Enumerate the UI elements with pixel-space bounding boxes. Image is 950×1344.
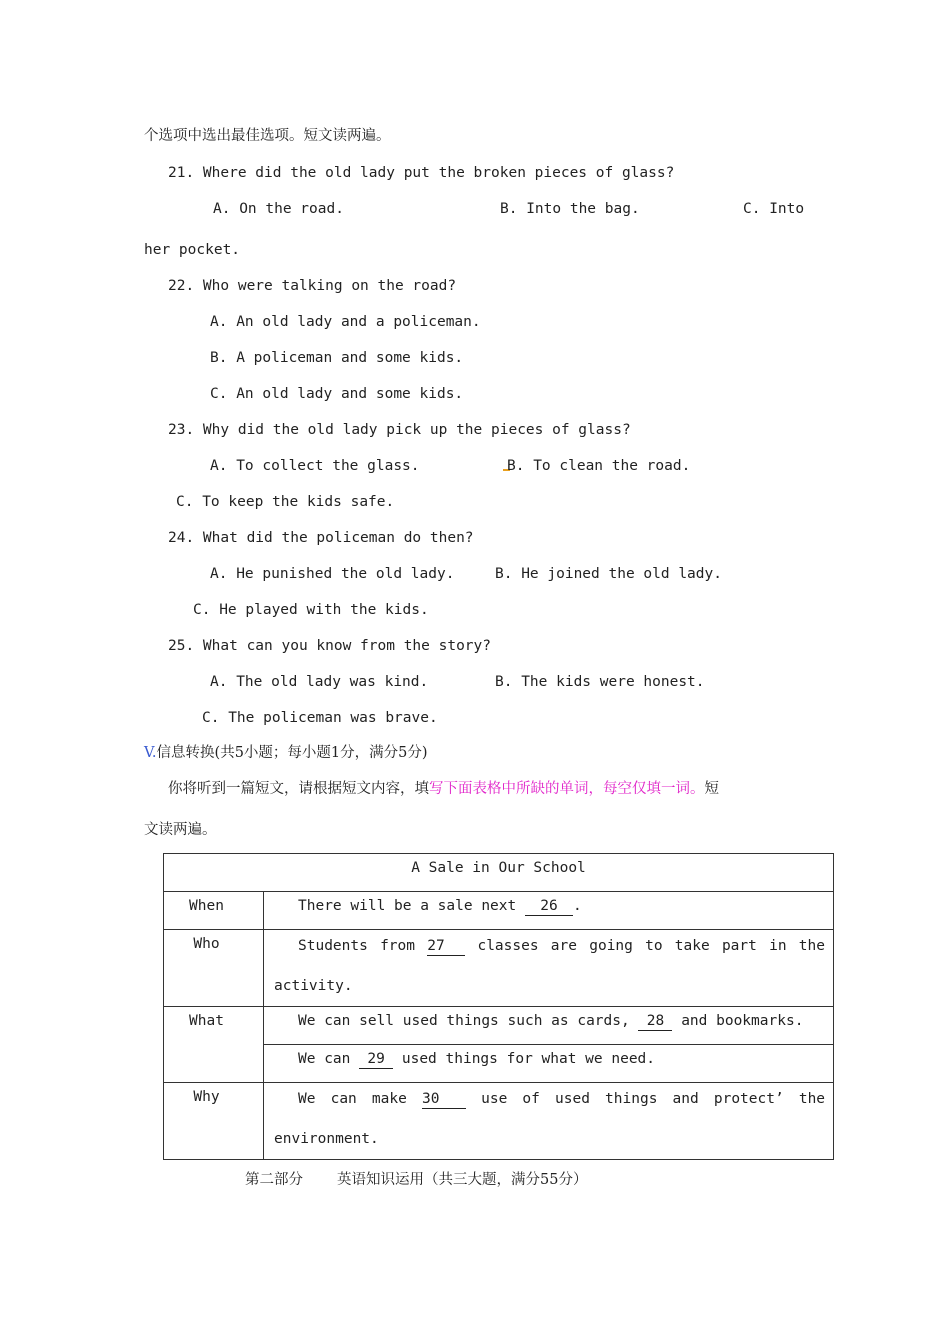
blank-29: 29 (359, 1050, 393, 1069)
section-5-numeral: V. (144, 745, 157, 761)
q25-option-a: A. The old lady was kind. (210, 674, 429, 690)
q23-option-b: B. To clean the road. (507, 458, 691, 474)
section-5-instruction (168, 779, 719, 799)
section-5-title: 信息转换(共5小题；每小题1分，满分5分) (156, 745, 428, 761)
blank-26: 26 (525, 897, 573, 916)
row-label-when: When (164, 892, 264, 930)
part-2-title: 英语知识运用（共三大题，满分55分） (337, 1172, 588, 1188)
section-5-heading (144, 743, 428, 763)
question-22: 22. Who were talking on the road? (168, 278, 457, 294)
question-24: 24. What did the policeman do then? (168, 530, 474, 546)
row-what-line2 (264, 1045, 834, 1083)
q24-option-c: C. He played with the kids. (193, 602, 429, 618)
why-line1 (274, 1083, 825, 1113)
why-text-pre: We can make (298, 1091, 407, 1107)
q23-option-c: C. To keep the kids safe. (176, 494, 395, 510)
blank-27: 27 (427, 937, 465, 956)
q21-option-c-end: her pocket. (144, 242, 241, 258)
row-when-content (264, 892, 834, 930)
blank-28: 28 (638, 1012, 672, 1031)
info-table (163, 853, 834, 1160)
question-23: 23. Why did the old lady pick up the pieces of glass? (168, 422, 631, 438)
who-line1 (274, 930, 825, 960)
part-2-label: 第二部分 (245, 1172, 303, 1188)
q21-option-b: B. Into the bag. (500, 201, 640, 217)
why-line2: environment. (274, 1131, 379, 1147)
q22-option-a: A. An old lady and a policeman. (210, 314, 481, 330)
what-line2-pre: We can (298, 1051, 351, 1067)
row-who-content (264, 930, 834, 1007)
row-label-who: Who (164, 930, 264, 1007)
why-text-post: use of used things and protect’ the (481, 1091, 826, 1107)
row-label-what: What (164, 1007, 264, 1083)
q22-option-c: C. An old lady and some kids. (210, 386, 464, 402)
q25-option-c: C. The policeman was brave. (202, 710, 438, 726)
section-5-instruction-line2: 文读两遍。 (144, 822, 217, 838)
blank-30: 30 (422, 1090, 466, 1109)
who-text-post: classes are going to take part in the (477, 938, 825, 954)
q24-option-a: A. He punished the old lady. (210, 566, 455, 582)
who-text-pre: Students from (298, 938, 415, 954)
when-text: There will be a sale next (298, 898, 517, 914)
when-end: . (572, 898, 582, 914)
instruction-end: 短 (704, 781, 719, 797)
q22-option-b: B. A policeman and some kids. (210, 350, 464, 366)
q24-option-b: B. He joined the old lady. (495, 566, 722, 582)
instruction-tail: 个选项中选出最佳选项。短文读两遍。 (144, 128, 391, 144)
instruction-highlight: 写下面表格中所缺的单词，每空仅填一词。 (429, 781, 705, 797)
row-label-why: Why (164, 1083, 264, 1160)
who-line2: activity. (274, 978, 353, 994)
what-line2-post: used things for what we need. (401, 1051, 656, 1067)
q21-option-a: A. On the road. (213, 201, 344, 217)
row-what-line1 (264, 1007, 834, 1045)
what-line1-pre: We can sell used things such as cards, (298, 1013, 630, 1029)
row-why-content (264, 1083, 834, 1160)
what-line1-post: and bookmarks. (681, 1013, 804, 1029)
question-25: 25. What can you know from the story? (168, 638, 492, 654)
instruction-plain: 你将听到一篇短文，请根据短文内容，填 (168, 781, 429, 797)
q23-option-a: A. To collect the glass. (210, 458, 420, 474)
table-title: A Sale in Our School (164, 854, 834, 892)
question-21: 21. Where did the old lady put the broken pieces of glass? (168, 165, 675, 181)
q25-option-b: B. The kids were honest. (495, 674, 705, 690)
q21-option-c-start: C. Into (743, 201, 805, 217)
